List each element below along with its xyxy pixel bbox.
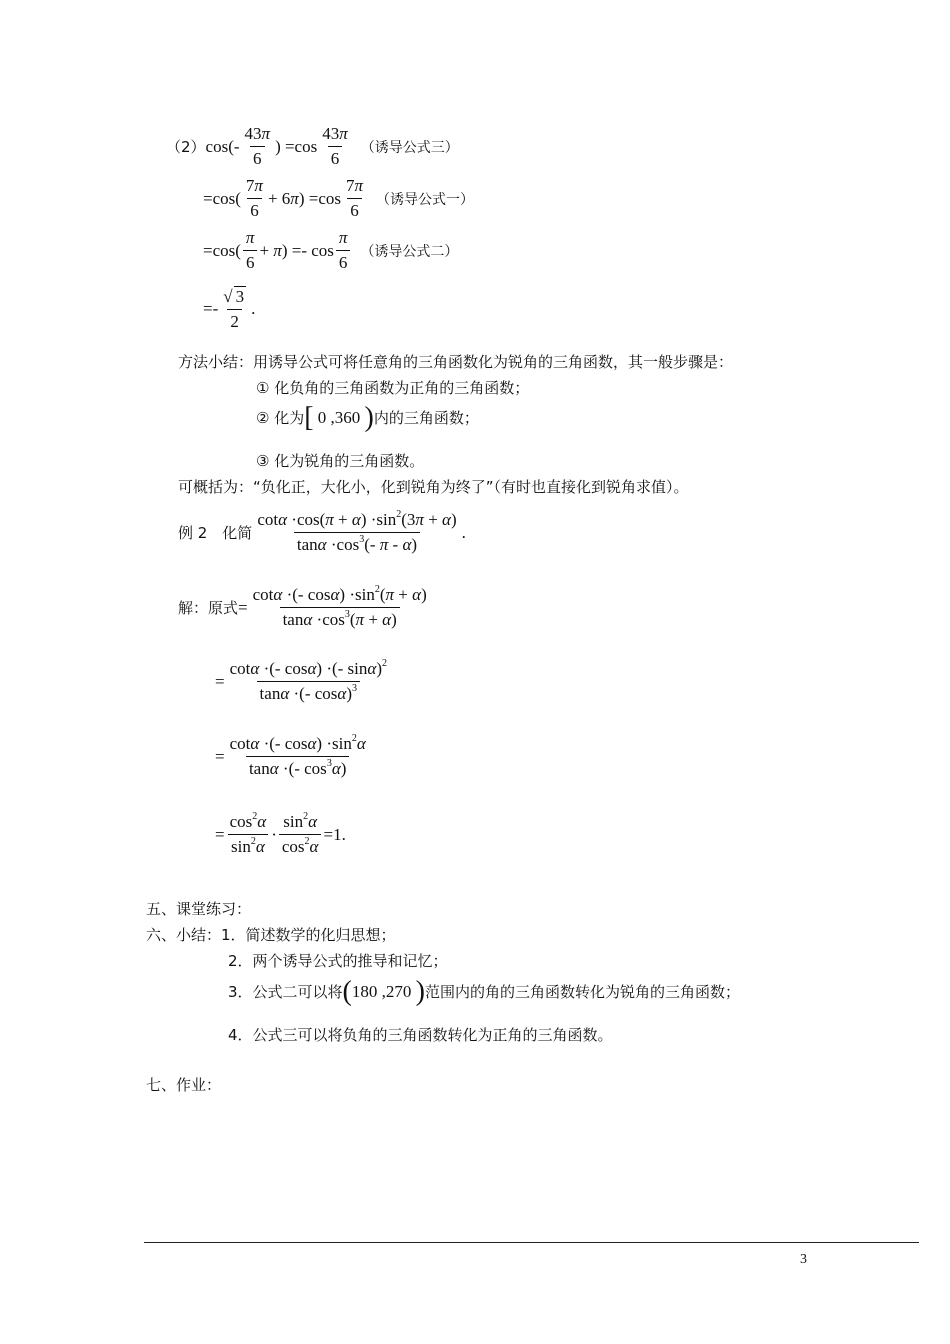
formula: cos(- bbox=[205, 136, 240, 156]
step2-prefix: ② 化为 bbox=[256, 409, 305, 427]
solution-line-3 bbox=[215, 734, 371, 779]
section-6-head: 六、小结：1．简述数学的化归思想； bbox=[146, 926, 396, 944]
derivation-line-4 bbox=[203, 286, 255, 332]
fraction: $\frac{43\pi}{6}$ bbox=[244, 124, 271, 168]
formula: . bbox=[461, 522, 466, 542]
step2-suffix: 内的三角函数； bbox=[373, 409, 479, 427]
derivation-line-2 bbox=[203, 176, 474, 221]
solution-label: 解：原式 bbox=[178, 598, 239, 617]
fraction: $\frac{\pi}{6}$ bbox=[243, 228, 258, 273]
fraction: $\frac{\cot\alpha \cdot(- \cos\alpha) \cdot(- \sin\alpha)^2}{\tan\alpha \cdot(- \cos\alpha)^3}$ bbox=[229, 658, 387, 703]
footer-divider bbox=[144, 1242, 919, 1243]
method-summary-2: 可概括为：“负化正，大化小，化到锐角为终了”（有时也直接化到锐角求值）。 bbox=[178, 478, 689, 496]
method-summary: 方法小结：用诱导公式可将任意角的三角函数化为锐角的三角函数，其一般步骤是： bbox=[178, 353, 734, 371]
example-2 bbox=[178, 510, 466, 555]
formula: =cos( bbox=[203, 240, 241, 260]
interval-180-270: ( 180 , 270 ) bbox=[342, 976, 425, 1007]
formula: + π) =- cos bbox=[259, 240, 334, 260]
page-number: 3 bbox=[800, 1252, 807, 1267]
fraction: $\frac{\cot\alpha \cdot(- \cos\alpha) \cdot\sin^2\alpha}{\tan\alpha \cdot(- \cos^3\alpha)}$ bbox=[229, 733, 366, 778]
fraction: $\frac{\cot\alpha \cdot(- \cos\alpha) \cdot\sin^2(\pi + \alpha)}{\tan\alpha \cdot\cos^3(\pi + \alpha)}$ bbox=[252, 584, 427, 629]
method-step-2 bbox=[256, 402, 479, 433]
formula: = bbox=[215, 824, 225, 844]
fraction: $\frac{7\pi}{6}$ bbox=[245, 176, 263, 220]
interval-end: 360 bbox=[334, 408, 361, 427]
section-5: 五、课堂练习： bbox=[146, 900, 252, 918]
section-7: 七、作业： bbox=[146, 1076, 222, 1094]
fraction: $\frac{\cot\alpha \cdot\cos(\pi + \alpha) \cdot\sin^2(3\pi + \alpha)}{\tan\alpha \cdot\cos^3(- \pi - \alpha)}$ bbox=[257, 509, 457, 554]
section-6-item-4: 4．公式三可以将负角的三角函数转化为正角的三角函数。 bbox=[228, 1026, 613, 1044]
interval-0-360: [ 0 , 360 ) bbox=[304, 402, 374, 433]
fraction: $\frac{\cos^2\alpha}{\sin^2\alpha}$ bbox=[229, 811, 267, 856]
formula: = bbox=[215, 671, 225, 691]
part-label: （2） bbox=[166, 137, 206, 156]
interval-start: 180 bbox=[351, 982, 378, 1001]
formula: ) =cos bbox=[275, 136, 318, 156]
item3-prefix: 3．公式二可以将 bbox=[228, 983, 343, 1001]
formula: . bbox=[251, 299, 256, 318]
example-label: 例 2 化简 bbox=[178, 523, 253, 542]
fraction: $\frac{7\pi}{6}$ bbox=[346, 176, 364, 220]
formula: + 6π) =cos bbox=[267, 188, 341, 208]
annotation: （诱导公式一） bbox=[376, 191, 475, 208]
formula: = bbox=[238, 597, 248, 617]
fraction: $\frac{\pi}{6}$ bbox=[336, 228, 351, 273]
method-step-1: ① 化负角的三角函数为正角的三角函数； bbox=[256, 379, 530, 397]
annotation: （诱导公式三） bbox=[360, 139, 459, 156]
annotation: （诱导公式二） bbox=[360, 243, 459, 260]
formula: =1. bbox=[323, 824, 346, 844]
fraction: $\frac{43\pi}{6}$ bbox=[322, 124, 348, 168]
formula: = bbox=[215, 746, 225, 766]
formula: =- bbox=[203, 299, 219, 318]
interval-end: 270 bbox=[385, 982, 412, 1001]
item3-suffix: 范围内的角的三角函数转化为锐角的三角函数； bbox=[424, 983, 740, 1001]
fraction: $\frac{√ 3}{2}$ bbox=[223, 287, 245, 331]
section-6-item-2: 2．两个诱导公式的推导和记忆； bbox=[228, 952, 448, 970]
formula: =cos( bbox=[203, 188, 241, 208]
derivation-line-3 bbox=[203, 228, 458, 273]
formula: · bbox=[271, 824, 277, 844]
interval-start: 0 bbox=[317, 408, 327, 427]
fraction: $\frac{\sin^2\alpha}{\cos^2\alpha}$ bbox=[279, 812, 322, 857]
method-step-3: ③ 化为锐角的三角函数。 bbox=[256, 452, 425, 470]
solution-line-2 bbox=[215, 659, 392, 704]
solution-line-4 bbox=[215, 812, 346, 857]
derivation-line-1 bbox=[166, 124, 459, 169]
section-6-item-3 bbox=[228, 976, 740, 1007]
solution-line-1 bbox=[178, 585, 432, 630]
